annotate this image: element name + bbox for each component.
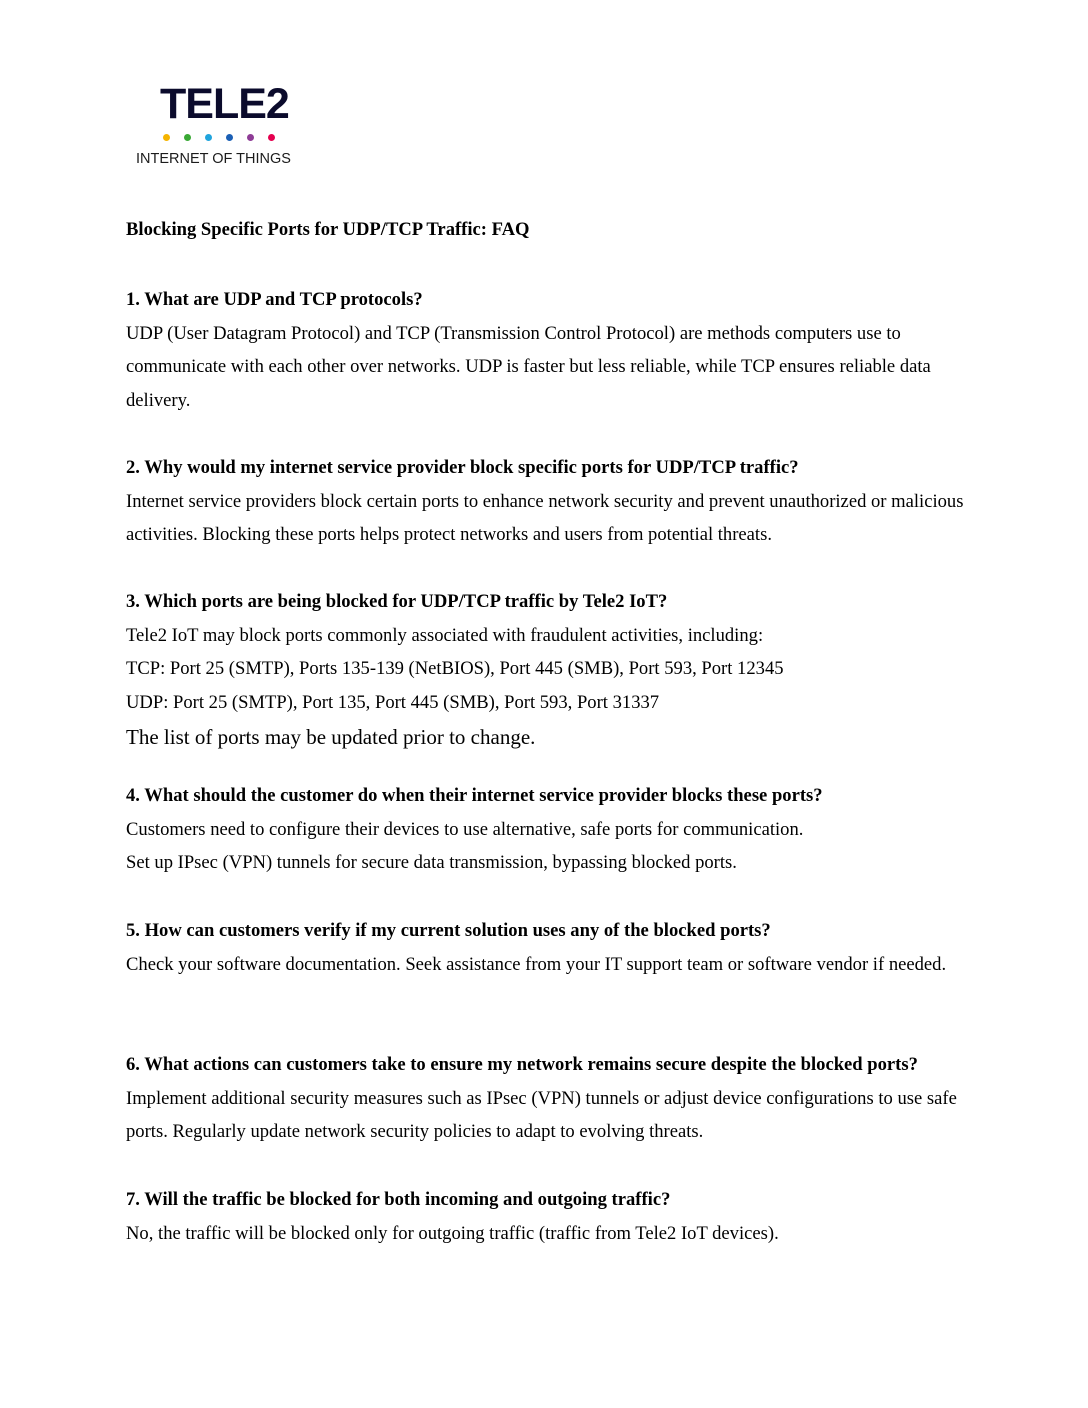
faq-question: 2. Why would my internet service provider block specific ports for UDP/TCP traffic? (126, 457, 799, 478)
logo-dot (226, 134, 233, 141)
ports-update-note: The list of ports may be updated prior to change. (126, 725, 536, 750)
faq-answer: Set up IPsec (VPN) tunnels for secure data transmission, bypassing blocked ports. (126, 852, 737, 874)
faq-document (126, 217, 976, 1244)
tele2-iot-logo (136, 82, 316, 174)
faq-answer: Check your software documentation. Seek assistance from your IT support team or software vendor if needed. (126, 953, 947, 975)
tcp-ports-list: TCP: Port 25 (SMTP), Ports 135-139 (NetBIOS), Port 445 (SMB), Port 593, Port 12345 (126, 658, 784, 680)
faq-answer: Customers need to configure their devices to use alternative, safe ports for communication. (126, 818, 804, 840)
faq-answer-intro: Tele2 IoT may block ports commonly associated with fraudulent activities, including: (126, 624, 764, 646)
logo-tagline: INTERNET OF THINGS (136, 151, 291, 167)
faq-section-4 (126, 779, 976, 880)
document-title: Blocking Specific Ports for UDP/TCP Traffic: FAQ (126, 219, 530, 240)
faq-question: 6. What actions can customers take to ensure my network remains secure despite the blocked ports? (126, 1054, 918, 1075)
udp-ports-list: UDP: Port 25 (SMTP), Port 135, Port 445 (SMB), Port 593, Port 31337 (126, 691, 660, 713)
faq-question: 4. What should the customer do when their internet service provider blocks these ports? (126, 785, 823, 806)
faq-section-1 (126, 283, 976, 417)
faq-answer: No, the traffic will be blocked only for outgoing traffic (traffic from Tele2 IoT devices). (126, 1222, 779, 1244)
faq-section-6 (126, 1048, 976, 1149)
logo-dot (163, 134, 170, 141)
faq-answer: Internet service providers block certain ports to enhance network security and prevent unauthorized or malicious activities. Blocking these ports helps protect networks and users from potential threats. (126, 490, 964, 546)
faq-section-2 (126, 451, 976, 552)
faq-question: 1. What are UDP and TCP protocols? (126, 289, 423, 310)
faq-question: 5. How can customers verify if my current solution uses any of the blocked ports? (126, 920, 771, 941)
faq-section-7 (126, 1183, 976, 1250)
faq-answer: UDP (User Datagram Protocol) and TCP (Transmission Control Protocol) are methods computers use to communicate with each other over networks. UDP is faster but less reliable, while TCP ensures reliable data delivery. (126, 322, 931, 411)
logo-dot (247, 134, 254, 141)
logo-color-dots (163, 134, 281, 142)
faq-section-3 (126, 585, 976, 755)
faq-question: 3. Which ports are being blocked for UDP/TCP traffic by Tele2 IoT? (126, 591, 668, 612)
logo-dot (268, 134, 275, 141)
faq-section-5 (126, 914, 976, 981)
logo-dot (184, 134, 191, 141)
faq-question: 7. Will the traffic be blocked for both incoming and outgoing traffic? (126, 1189, 671, 1210)
logo-dot (205, 134, 212, 141)
logo-wordmark: TELE2 (160, 80, 289, 128)
faq-answer: Implement additional security measures such as IPsec (VPN) tunnels or adjust device configurations to use safe ports. Regularly update network security policies to adapt to evolving threats. (126, 1087, 957, 1143)
